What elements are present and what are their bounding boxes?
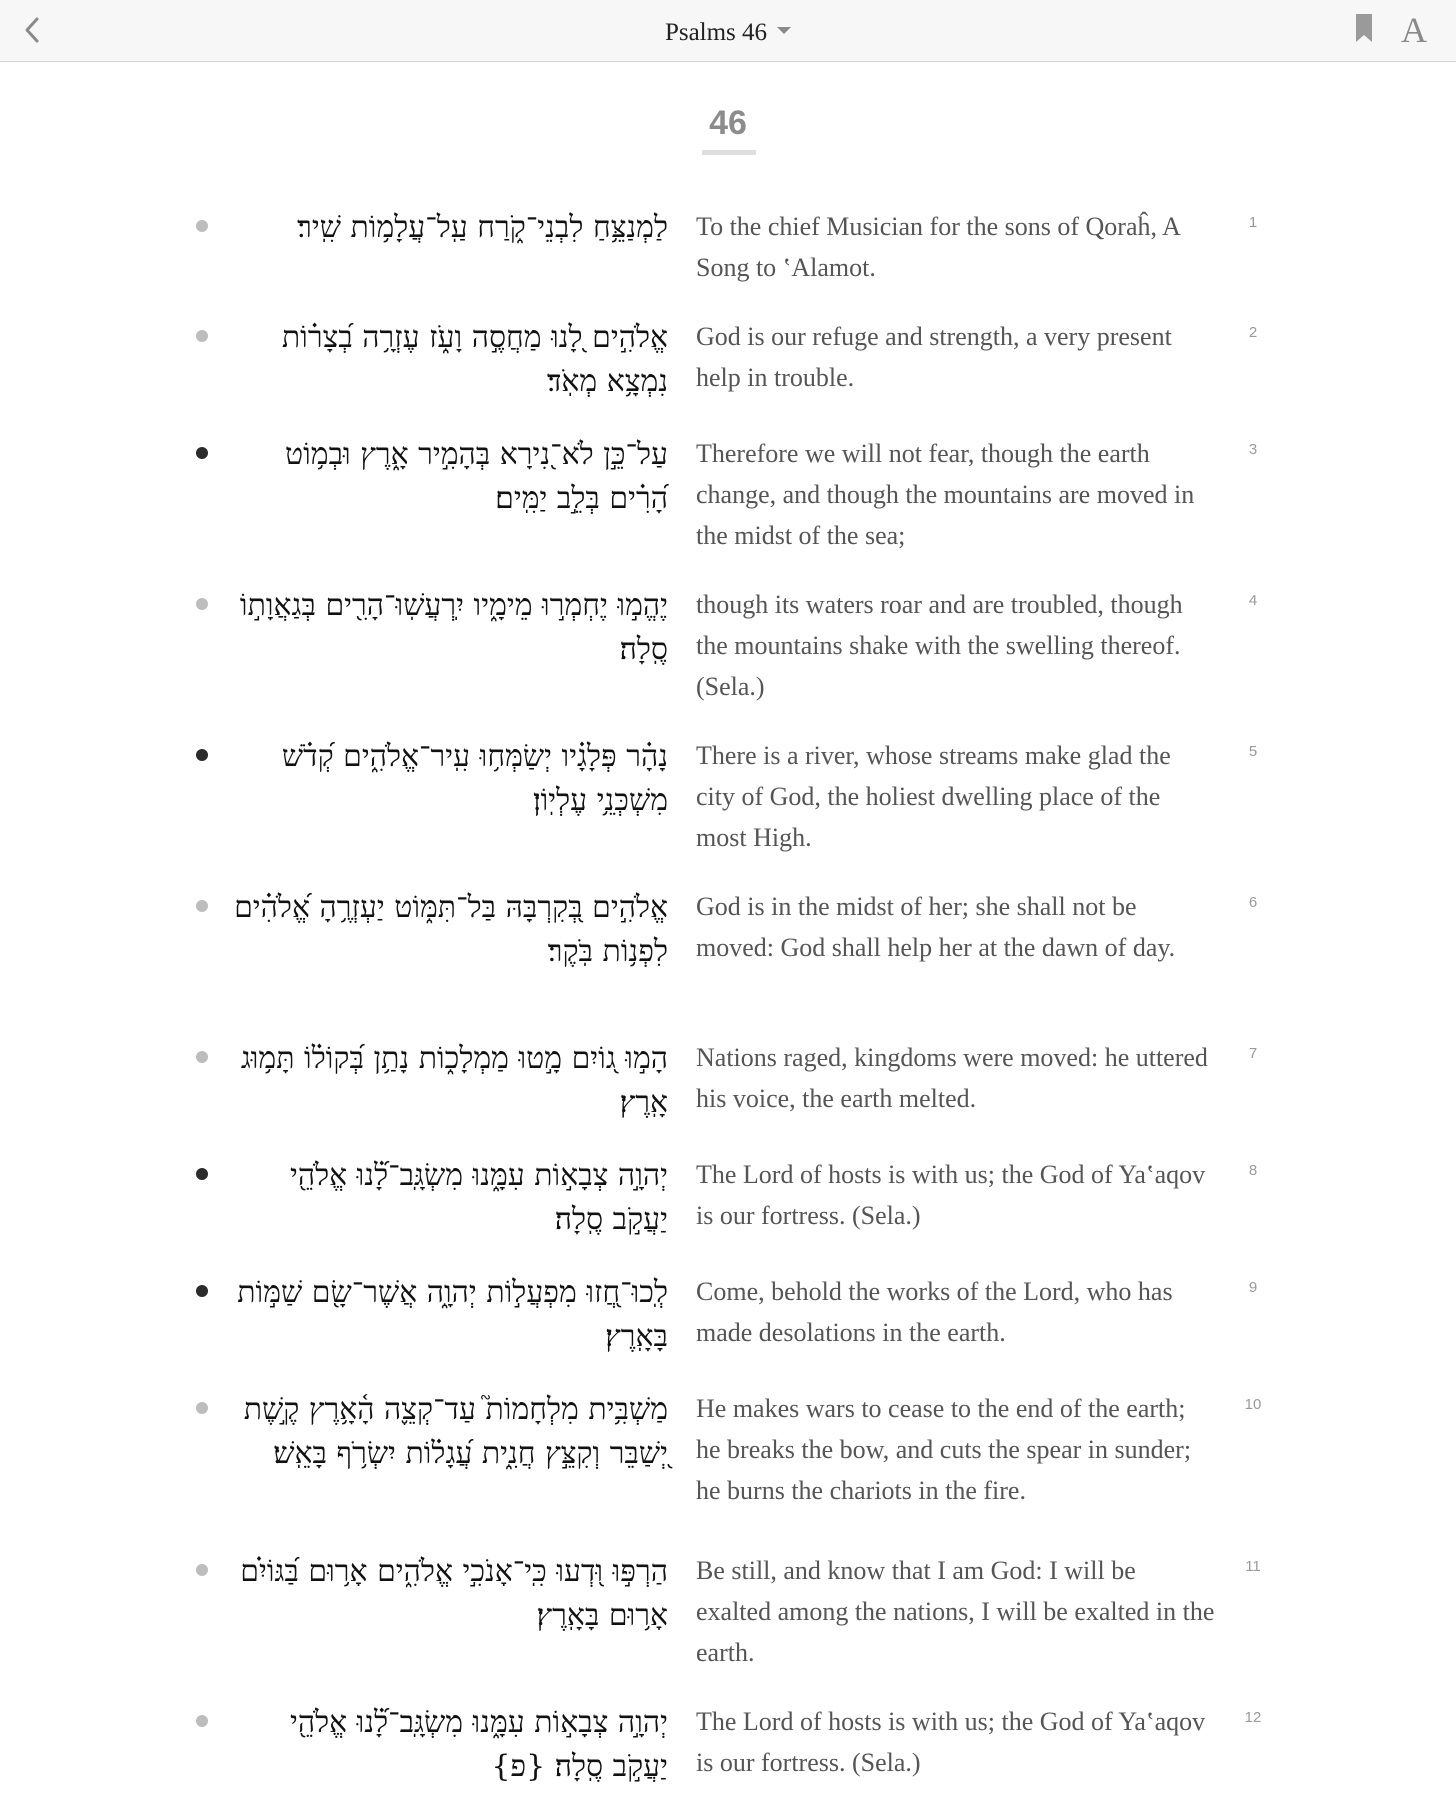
verse-number: 12 (1244, 1709, 1262, 1726)
hebrew-text: יְהוָ֣ה צְבָא֣וֹת עִמָּ֑נוּ מִשְׂגָּֽב־לָ֝֗נוּ אֱלֹהֵ֖י יַעֲקֹ֣ב סֶֽלָה׃ (289, 1158, 668, 1237)
hebrew-text: לַמְנַצֵּ֥חַ לִבְנֵי־קֹ֑רַח עַֽל־עֲלָמ֥וֹת שִֽׁיר׃ (297, 210, 668, 245)
verse-marker[interactable] (196, 1402, 208, 1414)
english-text: The Lord of hosts is with us; the God of Yaʽaqov is our fortress. (Sela.) (696, 1707, 1206, 1777)
chapter-selector[interactable] (0, 14, 1456, 47)
english-text: The Lord of hosts is with us; the God of Yaʽaqov is our fortress. (Sela.) (696, 1160, 1206, 1230)
verse-marker[interactable] (196, 1715, 208, 1727)
top-bar (0, 0, 1456, 62)
english-text: Be still, and know that I am God: I will be exalted among the nations, I will be exalted in the earth. (696, 1556, 1215, 1667)
hebrew-text: הָמ֣וּ ג֭וֹיִם מָ֣טוּ מַמְלָכ֑וֹת נָתַ֥ן בְּ֝קוֹל֗וֹ תָּמ֥וּג אָֽרֶץ׃ (240, 1041, 668, 1120)
verse-marker[interactable] (196, 1051, 208, 1063)
english-text: Come, behold the works of the Lord, who has made desolations in the earth. (696, 1277, 1173, 1347)
font-settings-button[interactable]: A (1401, 10, 1427, 50)
verse-marker[interactable] (196, 1168, 208, 1180)
verse-marker[interactable] (196, 330, 208, 342)
hebrew-text: הַרְפּ֣וּ וּ֭דְעוּ כִּֽי־אָנֹכִ֣י אֱלֹהִ֑ים אָר֥וּם בַּ֝גּוֹיִ֗ם אָר֥וּם בָּאָֽרֶץ׃ (240, 1554, 668, 1633)
verse-marker[interactable] (196, 1564, 208, 1576)
bookmark-icon (1354, 14, 1374, 44)
hebrew-text: מַשְׁבִּ֥ית מִלְחָמוֹת֮ עַד־קְצֵ֪ה הָ֫אָ֥רֶץ קֶ֣שֶׁת יְ֭שַׁבֵּר וְקִצֵּ֣ץ חֲנִ֑ית עֲ֝גָל֗וֹת יִשְׂרֹ֥ף בָּאֵֽשׁ׃ (243, 1392, 668, 1471)
english-text: He makes wars to cease to the end of the earth; he breaks the bow, and cuts the spear in sunder; he burns the chariots in the fire. (696, 1394, 1192, 1505)
hebrew-text: אֱלֹהִ֣ים בְּ֭קִרְבָּהּ בַּל־תִּמּ֑וֹט יַעְזְרֶ֥הָ אֱ֝לֹהִ֗ים לִפְנ֥וֹת בֹּֽקֶר׃ (234, 890, 668, 969)
english-text: Therefore we will not fear, though the earth change, and though the mountains are moved in the midst of the sea; (696, 439, 1195, 550)
caret-down-icon (777, 14, 791, 42)
english-text: To the chief Musician for the sons of Qoraĥ, A Song to ʽAlamot. (696, 212, 1180, 282)
verse-number: 6 (1248, 894, 1258, 911)
verse-number: 2 (1248, 324, 1258, 341)
hebrew-text: יֶהֱמ֣וּ יֶחְמְר֣וּ מֵימָ֑יו יִֽרְעֲשֽׁוּ־הָרִ֖ים בְּגַאֲוָת֣וֹ סֶֽלָה׃ (239, 588, 668, 667)
chapter-number: 46 (709, 104, 747, 142)
verse-marker[interactable] (196, 598, 208, 610)
verse-marker[interactable] (196, 447, 208, 459)
hebrew-text: נָהָ֗ר פְּלָגָ֗יו יְשַׂמְּח֥וּ עִֽיר־אֱלֹהִ֑ים קְ֝דֹ֗שׁ מִשְׁכְּנֵ֥י עֶלְיֽוֹן׃ (281, 739, 668, 818)
english-text: There is a river, whose streams make glad the city of God, the holiest dwelling place of the most High. (696, 741, 1171, 852)
verse-marker[interactable] (196, 749, 208, 761)
verse-number: 4 (1248, 592, 1258, 609)
verse-number: 10 (1244, 1396, 1262, 1413)
verse-number: 9 (1248, 1279, 1258, 1296)
english-text: God is in the midst of her; she shall not be moved: God shall help her at the dawn of day. (696, 892, 1176, 962)
verse-number: 8 (1248, 1162, 1258, 1179)
verse-marker[interactable] (196, 220, 208, 232)
verse-number: 3 (1248, 441, 1258, 458)
chapter-underline (702, 150, 756, 155)
page-title: Psalms 46 (664, 19, 768, 46)
english-text: Nations raged, kingdoms were moved: he uttered his voice, the earth melted. (696, 1043, 1208, 1113)
hebrew-text: יְהוָ֣ה צְבָא֣וֹת עִמָּ֑נוּ מִשְׂגָּֽב־לָ֝֗נוּ אֱלֹהֵ֖י יַעֲקֹ֣ב סֶֽלָה׃ {פ} (289, 1705, 668, 1784)
hebrew-text: עַל־כֵּ֣ן לֹא־נִ֭ירָא בְּהָמִ֣יר אָ֑רֶץ וּבְמ֥וֹט הָ֝רִ֗ים בְּלֵ֣ב יַמִּֽים׃ (284, 437, 668, 516)
verse-number: 7 (1248, 1045, 1258, 1062)
verse-marker[interactable] (196, 1285, 208, 1297)
hebrew-text: אֱלֹהִ֣ים לָ֭נוּ מַחֲסֶ֣ה וָעֹ֑ז עֶזְרָ֥ה בְ֝צָר֗וֹת נִמְצָ֥א מְאֹֽד׃ (281, 320, 668, 399)
verse-number: 1 (1248, 214, 1258, 231)
verse-number: 11 (1245, 1558, 1261, 1575)
bookmark-button[interactable] (1354, 14, 1374, 44)
english-text: though its waters roar and are troubled, though the mountains shake with the swelling thereof. (Sela.) (696, 590, 1183, 701)
hebrew-text: לְֽכוּ־חֲ֭זוּ מִפְעֲל֣וֹת יְהוָ֑ה אֲשֶׁר־שָׂ֖ם שַׁמּ֣וֹת בָּאָֽרֶץ׃ (237, 1275, 668, 1354)
verse-number: 5 (1248, 743, 1258, 760)
english-text: God is our refuge and strength, a very present help in trouble. (696, 322, 1172, 392)
verse-marker[interactable] (196, 900, 208, 912)
